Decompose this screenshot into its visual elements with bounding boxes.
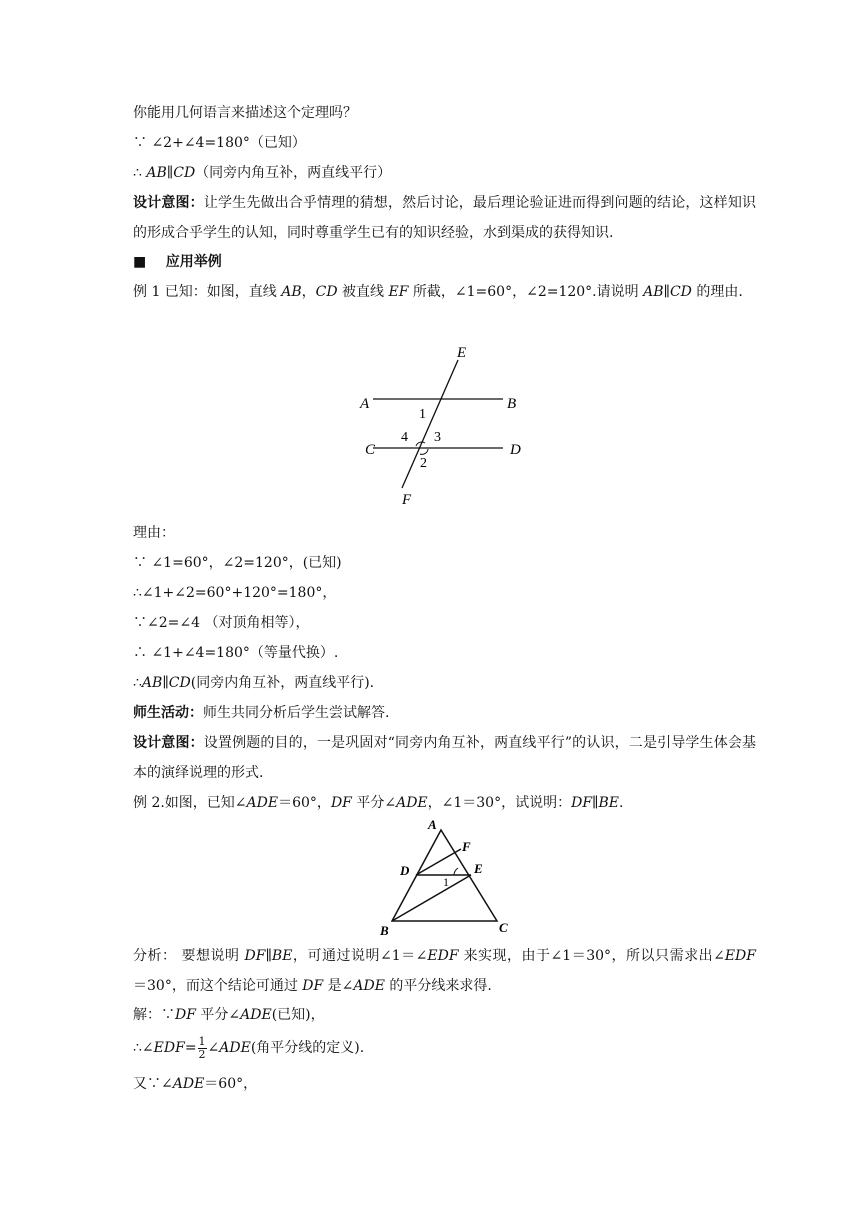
s1-ade: ADE	[240, 1007, 272, 1023]
ex2-df2: DF	[571, 795, 593, 811]
an-text: 分析： 要想说明	[133, 948, 245, 964]
given-line: ∵ ∠2+∠4=180°（已知）	[133, 135, 306, 151]
angle-2-label: 2	[420, 456, 427, 471]
parallel-symbol: ∥	[162, 675, 169, 691]
label-b: B	[380, 923, 389, 938]
angle-4-label: 4	[401, 430, 408, 445]
an-df2: DF	[302, 978, 324, 994]
label-d: D	[400, 863, 410, 878]
line-ab: AB	[141, 675, 163, 691]
design-intent-paragraph-2	[133, 728, 756, 788]
an-edf2: EDF	[724, 948, 756, 964]
s1-text: 解：∵	[133, 1007, 175, 1023]
label-b: B	[507, 396, 517, 412]
label-d: D	[510, 442, 521, 458]
s2-edf: EDF	[153, 1040, 185, 1056]
reason-step-1: ∵ ∠1=60°，∠2=120°，(已知)	[133, 555, 342, 571]
s2-text-c: (角平分线的定义).	[250, 1040, 365, 1056]
an-text-b: ，可通过说明∠1＝∠	[292, 948, 428, 964]
line-cd: CD	[173, 165, 196, 181]
label-a: A	[428, 817, 437, 832]
reason-text: （同旁内角互补，两直线平行）	[195, 165, 392, 181]
design-intent-label: 设计意图：	[133, 195, 204, 211]
solution-step-2	[133, 1033, 364, 1063]
ex1-text-b: 被直线	[337, 284, 389, 300]
s1-df: DF	[175, 1007, 196, 1023]
an-be: BE	[271, 948, 293, 964]
label-f: F	[402, 492, 412, 508]
ex2-period: .	[619, 795, 624, 811]
ex2-text-d: ，∠1＝30°，试说明：	[427, 795, 572, 811]
s3-ade: ADE	[172, 1076, 205, 1092]
ex2-be: BE	[598, 795, 620, 811]
figure-parallel-lines	[340, 335, 550, 515]
fraction-one-half	[198, 1036, 207, 1061]
figure-triangle	[370, 812, 520, 940]
ex1-text: 例 1 已知：如图，直线	[133, 284, 282, 300]
ex1-parallel: ∥	[663, 284, 670, 300]
an-text-f: 的平分线来求得.	[384, 978, 492, 994]
therefore-symbol: ∴	[133, 165, 147, 181]
example-2-statement	[133, 793, 623, 813]
s2-text: ∴∠	[133, 1040, 154, 1056]
ex1-ab: AB	[281, 284, 302, 300]
activity-label: 师生活动：	[133, 705, 203, 721]
label-c: C	[365, 442, 376, 458]
label-e: E	[457, 345, 467, 361]
ex2-text: 例 2.如图，已知∠	[133, 795, 247, 811]
ex1-text-c: 所截，∠1=60°，∠2=120°.请说明	[408, 284, 644, 300]
ex1-cd2: CD	[669, 284, 692, 300]
ex1-text-d: 的理由.	[691, 284, 743, 300]
reason-step-2: ∴∠1+∠2=60°+120°=180°，	[133, 585, 337, 601]
question-line: 你能用几何语言来描述这个定理吗？	[133, 105, 357, 121]
an-text-d: ＝30°，而这个结论可通过	[133, 978, 303, 994]
ex2-df: DF	[330, 795, 352, 811]
fraction-denominator: 2	[198, 1047, 206, 1061]
line-cd: CD	[168, 675, 191, 691]
line-ab: AB	[146, 165, 167, 181]
ex1-cd: CD	[315, 284, 338, 300]
conclusion-line	[133, 163, 391, 183]
reason-step-4: ∴ ∠1+∠4=180°（等量代换）.	[133, 645, 339, 661]
solution-step-3	[133, 1074, 257, 1094]
design-intent-text: 让学生先做出合乎情理的猜想，然后讨论，最后理论验证进而得到问题的结论，这样知识的形成合乎学生的认知，同时尊重学生已有的知识经验，水到渠成的获得知识.	[133, 195, 757, 241]
parallel-symbol: ∥	[166, 165, 174, 181]
reason-step-3: ∵∠2=∠4 （对顶角相等），	[133, 615, 310, 631]
s3-text-b: ＝60°，	[204, 1076, 258, 1092]
design-intent-text: 设置例题的目的，一是巩固对“同旁内角互补，两直线平行”的认识，二是引导学生体会基本的演绎说理的形式.	[133, 735, 757, 781]
reason-title: 理由：	[133, 525, 175, 541]
fraction-numerator: 1	[198, 1034, 206, 1048]
ex2-text-b: ＝60°，	[278, 795, 331, 811]
design-intent-paragraph-1	[133, 188, 756, 248]
an-df: DF	[244, 948, 266, 964]
ex1-ab2: AB	[643, 284, 664, 300]
solution-step-1	[133, 1005, 325, 1025]
example-1-statement	[133, 277, 756, 307]
angle-1-label: 1	[419, 407, 426, 422]
an-text-e: 是∠	[323, 978, 354, 994]
angle-3-label: 3	[434, 430, 441, 445]
section-title: 应用举例	[165, 254, 222, 270]
analysis-paragraph	[133, 941, 756, 1001]
label-e: E	[474, 861, 483, 876]
label-a: A	[360, 396, 370, 412]
angle-1-label: 1	[443, 875, 449, 889]
s3-text: 又∵∠	[133, 1076, 173, 1092]
reason-step-5	[133, 673, 374, 693]
an-edf: EDF	[427, 948, 459, 964]
label-c: C	[499, 920, 508, 935]
ex2-ade: ADE	[246, 795, 279, 811]
ex2-ade2: ADE	[396, 795, 428, 811]
an-text-c: 来实现，由于∠1＝30°，所以只需求出∠	[458, 948, 725, 964]
an-ade: ADE	[353, 978, 385, 994]
activity-text: 师生共同分析后学生尝试解答.	[203, 705, 390, 721]
reason-text: (同旁内角互补，两直线平行).	[190, 675, 375, 691]
label-f: F	[462, 839, 471, 854]
equals-sign: =	[184, 1040, 197, 1056]
section-heading	[133, 252, 222, 272]
parallel-symbol: ∥	[592, 795, 599, 811]
ex2-text-c: 平分∠	[351, 795, 397, 811]
angle-symbol: ∠	[207, 1040, 220, 1056]
section-bullet-icon: ■	[133, 254, 147, 270]
activity-line	[133, 703, 389, 723]
ex1-ef: EF	[388, 284, 409, 300]
s1-text-c: (已知)，	[271, 1007, 325, 1023]
ex1-comma: ，	[301, 284, 316, 300]
s1-text-b: 平分∠	[195, 1007, 241, 1023]
s2-ade: ADE	[219, 1040, 251, 1056]
therefore-symbol: ∴	[133, 675, 142, 691]
design-intent-label: 设计意图：	[133, 735, 204, 751]
parallel-symbol: ∥	[265, 948, 272, 964]
